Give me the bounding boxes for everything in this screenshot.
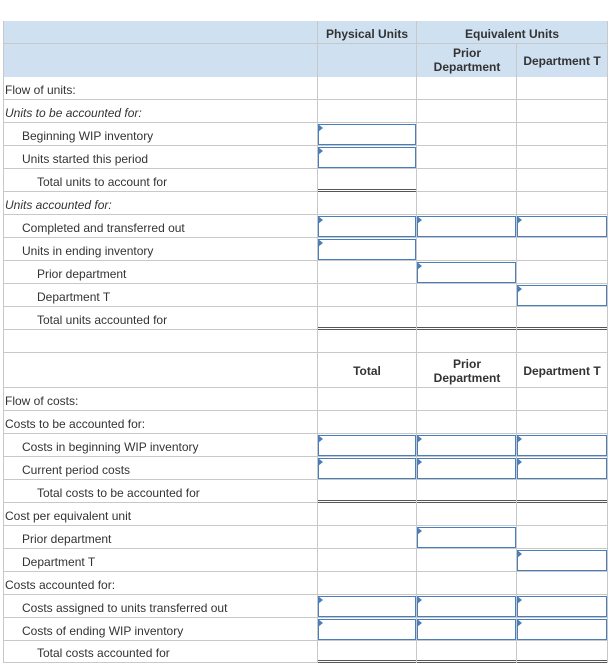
ending-wip-dept-t-input[interactable] <box>517 619 607 640</box>
costs-accounted-for-label: Costs accounted for: <box>5 578 116 592</box>
transferred-out-dept-t-input[interactable] <box>517 596 607 617</box>
beginning-wip-label: Beginning WIP inventory <box>22 129 154 143</box>
current-period-costs-label: Current period costs <box>22 463 131 477</box>
total-header: Total <box>353 364 381 378</box>
current-costs-prior-input[interactable] <box>417 458 516 479</box>
completed-transferred-label: Completed and transferred out <box>22 221 185 235</box>
completed-prior-dept-input[interactable] <box>417 216 516 237</box>
units-to-account-label: Units to be accounted for: <box>5 106 142 120</box>
total-underline <box>318 660 416 663</box>
total-costs-accounted-label: Total costs accounted for <box>37 646 170 660</box>
beginning-wip-total-input[interactable] <box>318 435 416 456</box>
beginning-wip-dept-t-input[interactable] <box>517 435 607 456</box>
cost-per-eu-prior-input[interactable] <box>417 527 516 548</box>
cost-per-eu-dept-t-input[interactable] <box>517 550 607 571</box>
flow-of-units-label: Flow of units: <box>5 83 76 97</box>
total-units-accounted-label: Total units accounted for <box>37 313 168 327</box>
total-underline <box>417 660 516 663</box>
costs-prior-department-header: Prior Department <box>433 357 501 385</box>
ending-dept-t-input[interactable] <box>517 285 607 306</box>
costs-to-account-label: Costs to be accounted for: <box>5 417 146 431</box>
beginning-wip-units-input[interactable] <box>318 124 416 145</box>
cost-per-eu-label: Cost per equivalent unit <box>5 509 132 523</box>
ending-inventory-physical-input[interactable] <box>318 239 416 260</box>
units-accounted-for-label: Units accounted for: <box>5 198 112 212</box>
units-department-t-label: Department T <box>37 290 111 304</box>
units-started-input[interactable] <box>318 147 416 168</box>
department-t-header: Department T <box>523 54 601 68</box>
row <box>3 330 608 353</box>
total-costs-to-account-label: Total costs to be accounted for <box>37 486 200 500</box>
transferred-out-prior-input[interactable] <box>417 596 516 617</box>
units-prior-department-label: Prior department <box>37 267 127 281</box>
units-ending-label: Units in ending inventory <box>22 244 154 258</box>
current-costs-total-input[interactable] <box>318 458 416 479</box>
total-underline <box>517 660 607 663</box>
row <box>3 77 608 100</box>
ending-wip-prior-input[interactable] <box>417 619 516 640</box>
completed-dept-t-input[interactable] <box>517 216 607 237</box>
units-started-label: Units started this period <box>22 152 149 166</box>
equivalent-units-header: Equivalent Units <box>464 27 559 41</box>
cost-prior-department-label: Prior department <box>22 532 112 546</box>
ending-wip-total-input[interactable] <box>318 619 416 640</box>
total-units-to-account-label: Total units to account for <box>37 175 168 189</box>
beginning-wip-prior-input[interactable] <box>417 435 516 456</box>
physical-units-header: Physical Units <box>325 27 409 41</box>
costs-transferred-out-label: Costs assigned to units transferred out <box>22 601 228 615</box>
ending-prior-dept-input[interactable] <box>417 262 516 283</box>
completed-physical-input[interactable] <box>318 216 416 237</box>
costs-beginning-wip-label: Costs in beginning WIP inventory <box>22 440 199 454</box>
flow-of-costs-label: Flow of costs: <box>5 394 79 408</box>
current-costs-dept-t-input[interactable] <box>517 458 607 479</box>
prior-department-header: Prior Department <box>433 46 501 74</box>
costs-department-t-header: Department T <box>523 364 601 378</box>
cost-department-t-label: Department T <box>22 555 96 569</box>
row <box>3 388 608 411</box>
costs-ending-wip-label: Costs of ending WIP inventory <box>22 624 184 638</box>
transferred-out-total-input[interactable] <box>318 596 416 617</box>
